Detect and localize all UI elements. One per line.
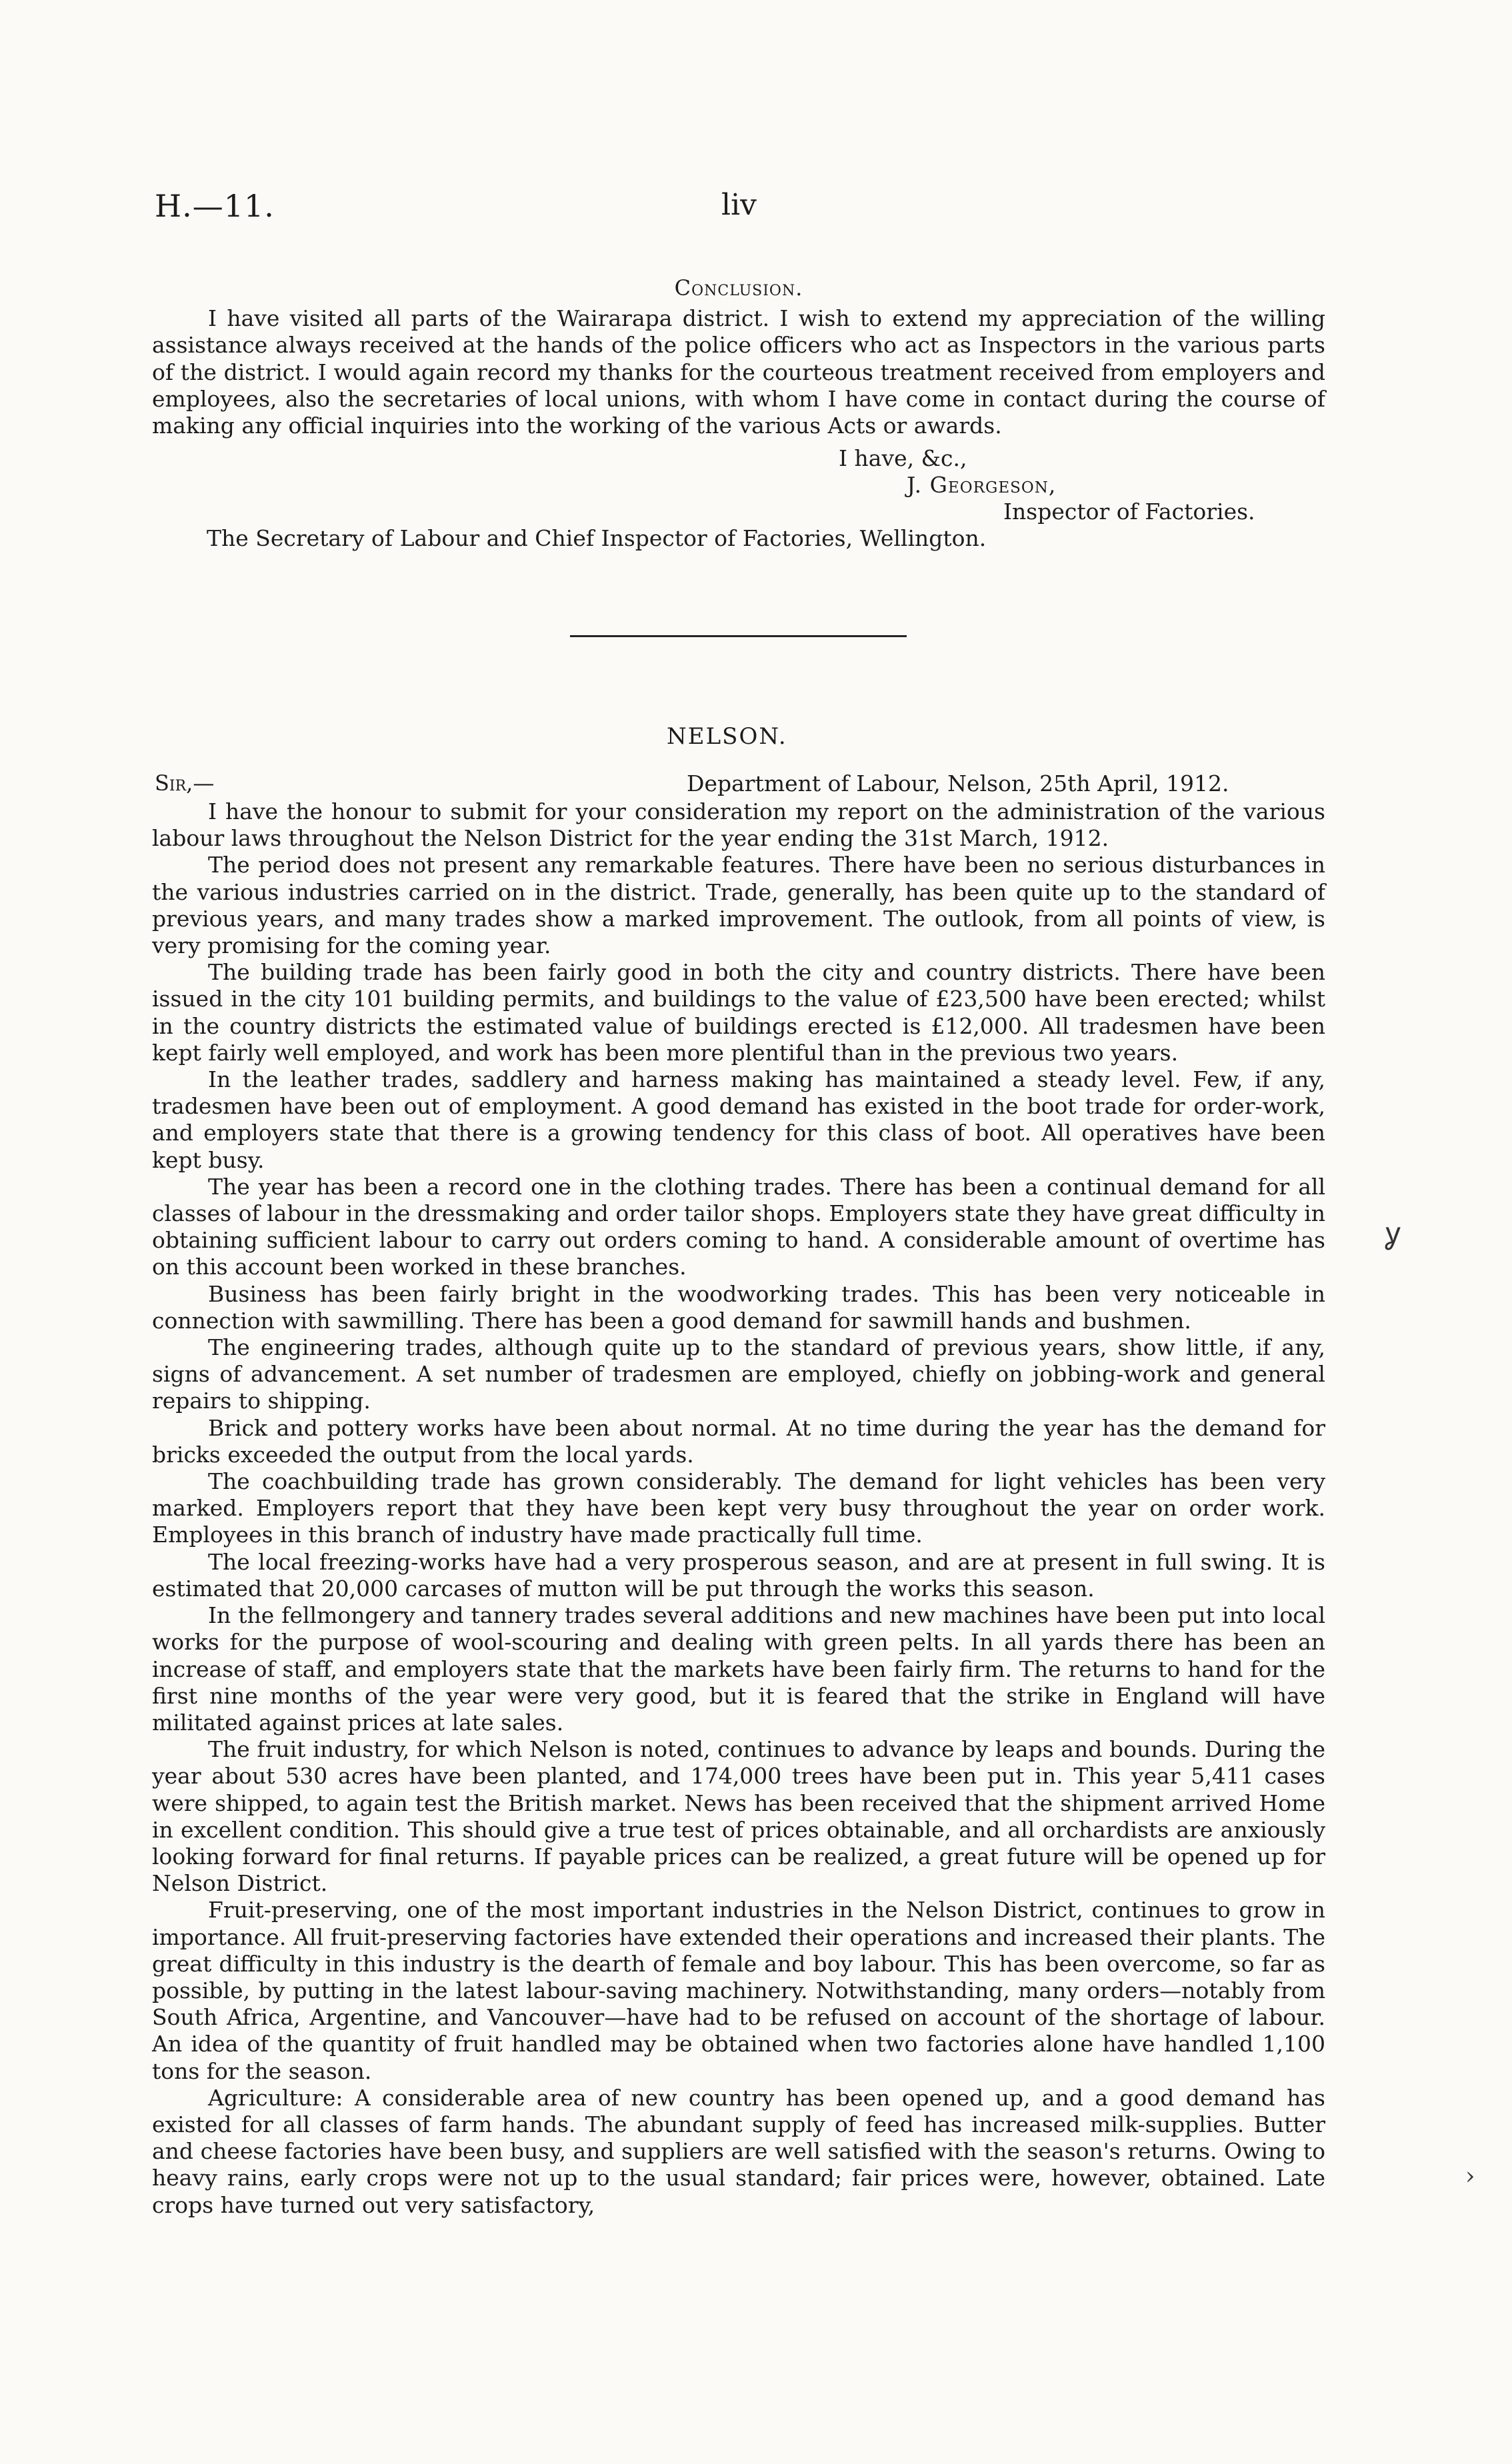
conclusion-heading: Conclusion. (674, 275, 803, 301)
report-paragraph: The fruit industry, for which Nelson is noted, continues to advance by leaps and bounds. During the year about 530 acres have been planted, and 174,000 trees have been put in. This year 5,411 cases were shipped, to again test the British market. News has been received that the shipment arrived Home in excellent condition. This should give a true test of prices obtainable, and all orchardists are anxiously looking forward for final returns. If payable prices can be realized, a great future will be opened up for Nelson District. (152, 1736, 1325, 1897)
report-paragraph: In the fellmongery and tannery trades several additions and new machines have been put into local works for the purpose of wool-scouring and dealing with green pelts. In all yards there has been an increase of staff, and employers state that the markets have been fairly firm. The returns to hand for the first nine months of the year were very good, but it is feared that the strike in England will have militated against prices at late sales. (152, 1602, 1325, 1736)
salutation: Sir,— (155, 770, 215, 796)
report-paragraph: The year has been a record one in the clothing trades. There has been a continual demand for all classes of labour in the dressmaking and order tailor shops. Employers state they have great difficulty in obtaining sufficient labour to carry out orders coming to hand. A considerable amount of overtime has on this account been worked in these branches. (152, 1173, 1325, 1280)
dateline: Department of Labour, Nelson, 25th April, 1912. (687, 770, 1229, 796)
nelson-report-body (152, 798, 1325, 2219)
report-paragraph: Brick and pottery works have been about normal. At no time during the year has the demand for bricks exceeded the output from the local yards. (152, 1414, 1325, 1468)
report-paragraph: The engineering trades, although quite up to the standard of previous years, show little, if any, signs of advancement. A set number of tradesmen are employed, chiefly on jobbing-work and general repairs to shipping. (152, 1334, 1325, 1414)
section-divider (570, 635, 907, 637)
signer-title: Inspector of Factories. (1003, 499, 1255, 525)
report-paragraph: Fruit-preserving, one of the most important industries in the Nelson District, continues to grow in importance. All fruit-preserving factories have extended their operations and increased their plants. The great difficulty in this industry is the dearth of female and boy labour. This has been overcome, so far as possible, by putting in the latest labour-saving machinery. Notwithstanding, many orders—notably from South Africa, Argentine, and Vancouver—have had to be refused on account of the shortage of labour. An idea of the quantity of fruit handled may be obtained when two factories alone have handled 1,100 tons for the season. (152, 1897, 1325, 2084)
report-paragraph: The local freezing-works have had a very prosperous season, and are at present in full swing. It is estimated that 20,000 carcases of mutton will be put through the works this season. (152, 1548, 1325, 1602)
closing-line: I have, &c., (839, 445, 967, 471)
report-paragraph: Business has been fairly bright in the woodworking trades. This has been very noticeable in connection with sawmilling. There has been a good demand for sawmill hands and bushmen. (152, 1280, 1325, 1334)
addressee: The Secretary of Labour and Chief Inspector of Factories, Wellington. (207, 525, 987, 551)
report-paragraph: The coachbuilding trade has grown considerably. The demand for light vehicles has been very marked. Employers report that they have been kept very busy throughout the year on order work. Employees in this branch of industry have made practically full time. (152, 1468, 1325, 1548)
report-paragraph: I have the honour to submit for your consideration my report on the administration of the various labour laws throughout the Nelson District for the year ending the 31st March, 1912. (152, 798, 1325, 852)
report-paragraph: Agriculture: A considerable area of new country has been opened up, and a good demand has existed for all classes of farm hands. The abundant supply of feed has increased milk-supplies. Butter and cheese factories have been busy, and suppliers are well satisfied with the season's returns. Owing to heavy rains, early crops were not up to the usual standard; fair prices were, however, obtained. Late crops have turned out very satisfactory, (152, 2084, 1325, 2218)
page-reference: H.—11. (155, 188, 275, 224)
margin-mark: › (1465, 2163, 1475, 2190)
conclusion-paragraph: I have visited all parts of the Wairarapa district. I wish to extend my appreciation of the willing assistance always received at the hands of the police officers who act as Inspectors in the various parts of the district. I would again record my thanks for the courteous treatment received from employers and employees, also the secretaries of local unions, with whom I have come in contact during the course of making any official inquiries into the working of the various Acts or awards. (152, 305, 1325, 439)
signer-name: J. Georgeson, (907, 472, 1057, 498)
report-paragraph: In the leather trades, saddlery and harness making has maintained a steady level. Few, if any, tradesmen have been out of employment. A good demand has existed in the boot trade for order-work, and employers state that there is a growing tendency for this class of boot. All operatives have been kept busy. (152, 1066, 1325, 1173)
page-number: liv (721, 188, 757, 222)
report-paragraph: The period does not present any remarkable features. There have been no serious disturbances in the various industries carried on in the district. Trade, generally, has been quite up to the standard of previous years, and many trades show a marked improvement. The outlook, from all points of view, is very promising for the coming year. (152, 852, 1325, 959)
section-title-nelson: NELSON. (667, 723, 787, 750)
report-paragraph: The building trade has been fairly good in both the city and country districts. There have been issued in the city 101 building permits, and buildings to the value of £23,500 have been erected; whilst in the country districts the estimated value of buildings erected is £12,000. All tradesmen have been kept fairly well employed, and work has been more plentiful than in the previous two years. (152, 959, 1325, 1066)
margin-mark: ỿ (1385, 1216, 1401, 1250)
conclusion-section (152, 275, 1325, 439)
